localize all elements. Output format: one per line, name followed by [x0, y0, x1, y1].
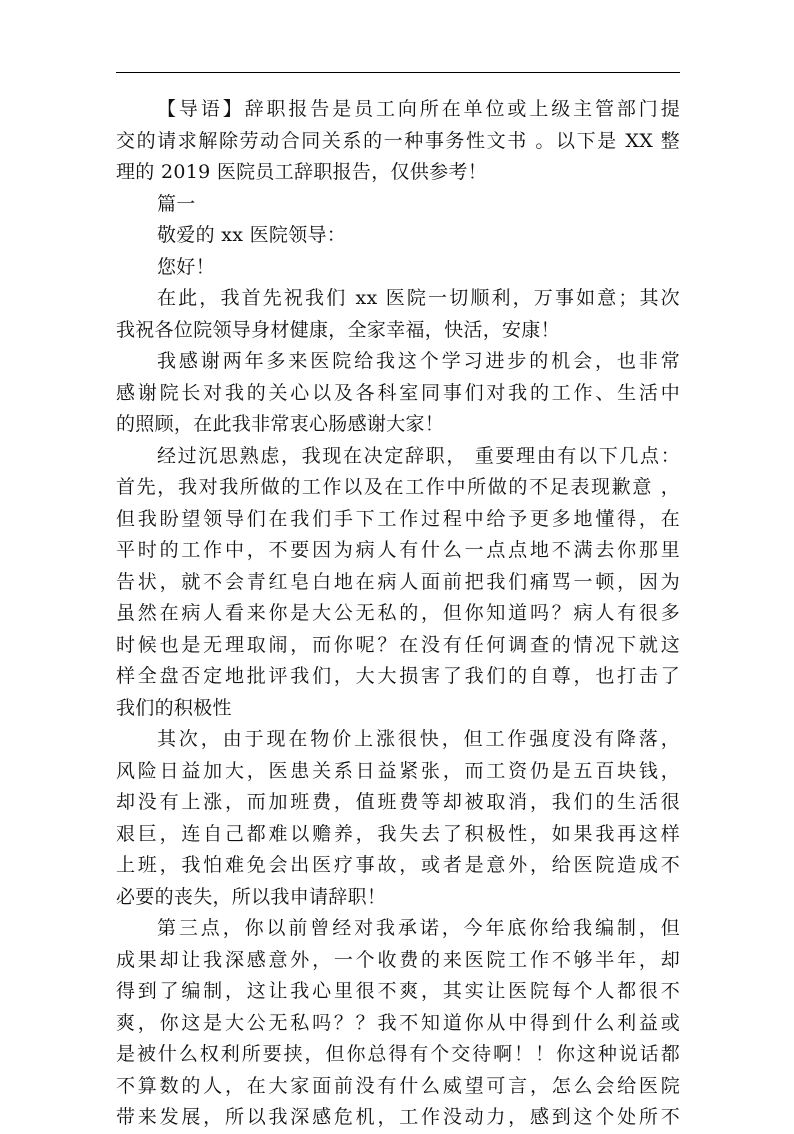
text-line: 是被什么权利所要挟，但你总得有个交待啊！！你这种说话都 [116, 1043, 680, 1065]
text-line: 艰巨，连自己都难以赡养，我失去了积极性，如果我再这样 [116, 822, 680, 845]
text-line: 敬爱的 xx 医院领导： [157, 224, 347, 246]
text-line: 爽，你这是大公无私吗？？我不知道你从中得到什么利益或 [116, 1011, 680, 1034]
text-line: 时候也是无理取闹，而你呢？在没有任何调查的情况下就这 [116, 633, 680, 656]
text-line: 告状，就不会青红皂白地在病人面前把我们痛骂一顿，因为 [116, 570, 680, 593]
header-rule [116, 72, 680, 73]
text-line: 风险日益加大，医患关系日益紧张，而工资仍是五百块钱， [116, 759, 680, 782]
text-line: 平时的工作中，不要因为病人有什么一点点地不满去你那里 [116, 539, 680, 561]
text-line: 带来发展，所以我深感危机，工作没动力，感到这个处所不 [116, 1106, 680, 1128]
text-line: 我祝各位院领导身材健康，全家幸福，快活，安康！ [116, 318, 560, 341]
text-line: 经过沉思熟虑，我现在决定辞职， 重要理由有以下几点： [157, 444, 680, 467]
text-line: 但我盼望领导们在我们手下工作过程中给予更多地懂得，在 [116, 507, 680, 530]
text-line: 虽然在病人看来你是大公无私的，但你知道吗？病人有很多 [116, 602, 680, 624]
text-line: 上班，我怕难免会出医疗事故，或者是意外，给医院造成不 [116, 854, 680, 876]
text-line: 却没有上涨，而加班费，值班费等却被取消，我们的生活很 [116, 791, 680, 813]
text-line: 首先，我对我所做的工作以及在工作中所做的不足表现歉意 ， [116, 476, 680, 498]
text-line: 其次，由于现在物价上涨很快，但工作强度没有降落， [157, 728, 680, 750]
text-line: 理的 2019 医院员工辞职报告，仅供参考！ [116, 161, 488, 183]
text-line: 交的请求解除劳动合同关系的一种事务性文书 。以下是 XX 整 [116, 129, 680, 152]
text-line: 第三点，你以前曾经对我承诺，今年底你给我编制，但 [157, 917, 680, 939]
document-body [116, 94, 680, 1134]
text-line: 在此，我首先祝我们 xx 医院一切顺利，万事如意；其次 [157, 287, 680, 309]
text-line: 篇一 [157, 192, 196, 215]
text-line: 不算数的人，在大家面前没有什么威望可言，怎么会给医院 [116, 1074, 680, 1097]
text-line: 我们的积极性 [116, 696, 232, 719]
text-line: 的照顾，在此我非常衷心肠感谢大家！ [116, 413, 445, 435]
text-line: 感谢院长对我的关心以及各科室同事们对我的工作、生活中 [116, 381, 680, 404]
text-line: 成果却让我深感意外，一个收费的来医院工作不够半年，却 [116, 948, 680, 971]
text-line: 必要的丧失，所以我申请辞职！ [116, 885, 387, 908]
text-line: 【导语】辞职报告是员工向所在单位或上级主管部门提 [157, 98, 680, 120]
text-line: 您好！ [157, 255, 215, 278]
text-line: 得到了编制，这让我心里很不爽，其实让医院每个人都很不 [116, 980, 680, 1002]
text-line: 样全盘否定地批评我们，大大损害了我们的自尊，也打击了 [116, 665, 680, 687]
text-line: 我感谢两年多来医院给我这个学习进步的机会，也非常 [157, 350, 680, 372]
